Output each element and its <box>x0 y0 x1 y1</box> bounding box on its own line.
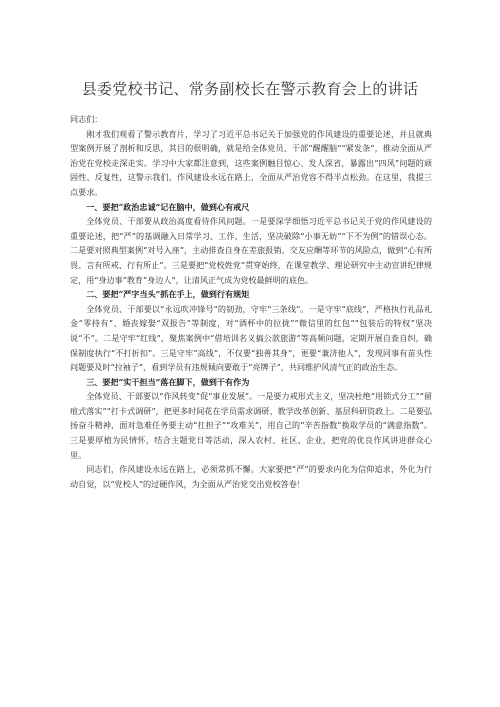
intro-paragraph: 刚才我们观看了警示教育片，学习了习近平总书记关于加强党的作风建设的重要论述，并且就典型案例开展了剖析和反思，其目的很明确，就是给全体党员、干部“醒醒脑”“紧发条”，推动全面从严治党在党校走深走实。学习中大家都注意到，这些案例触目惊心、发人深省，暴露出“四风”问题的顽固性、反复性，这警示我们，作风建设永远在路上，全面从严治党容不得半点松劲。在这里，我提三点要求。 <box>70 128 432 197</box>
section-body-1: 全体党员、干部要从政治高度看待作风问题。一是要深学细悟习近平总书记关于党的作风建设的重要论述，把“严”的基调融入日常学习、工作、生活，坚决破除“小事无妨”“下不为例”的错误心态。二是要对照典型案例“对号入座”，主动排查自身在差旅报销、交友应酬等环节的风险点，做到“心有所畏、言有所戒、行有所止”。三是要把“党校姓党”贯穿始终，在课堂教学、理论研究中主动宣讲纪律规定，用“身边事”教育“身边人”，让清风正气成为党校最鲜明的底色。 <box>70 216 432 285</box>
greeting: 同志们： <box>70 114 103 124</box>
section-body-2: 全体党员、干部要以“永远吹冲锋号”的韧劲，守牢“三条线”。一是守牢“底线”，严格执行礼品礼金“零持有”、婚丧嫁娶“双报告”等制度，对“酒杯中的拉拢”“微信里的红包”“包装后的特权”坚决说“不”。二是守牢“红线”，聚焦案例中“借培训名义搞公款旅游”等高频问题，定期开展自查自纠，确保制度执行“不打折扣”。三是守牢“高线”，不仅要“独善其身”，更要“兼济他人”，发现同事有苗头性问题要及时“拉袖子”，看到学员有违规倾向要敢于“亮牌子”，共同维护风清气正的政治生态。 <box>70 303 432 373</box>
document-body <box>70 112 432 491</box>
closing-paragraph: 同志们，作风建设永远在路上，必须常抓不懈。大家要把“严”的要求内化为信仰追求，外化为行动自觉，以“党校人”的过硬作风，为全面从严治党交出党校答卷！ <box>70 464 432 489</box>
section-heading-2: 二、要把“严字当头”抓在手上，做到行有规矩 <box>86 289 250 300</box>
section-heading-3: 三、要把“实干担当”落在脚下，做到干有作为 <box>86 376 250 387</box>
section-body-3: 全体党员、干部要以“作风转变”促“事业发展”。一是要力戒形式主义，坚决杜绝“用锁式分工”“留痕式落实”“打卡式调研”，把更多时间花在学员需求调研、教学改革创新、基层科研资政上。二是要弘扬奋斗精神，面对急难任务要主动“扛担子”“攻难关”，用自己的“辛苦指数”换取学员的“满意指数”。三是要厚植为民情怀，结合主题党日等活动，深入农村、社区、企业，把党的优良作风讲进群众心里。 <box>70 391 432 460</box>
section-heading-1: 一、要把“政治忠诚”记在脑中，做到心有戒尺 <box>86 201 250 212</box>
document-title: 县委党校书记、常务副校长在警示教育会上的讲话 <box>81 80 419 98</box>
